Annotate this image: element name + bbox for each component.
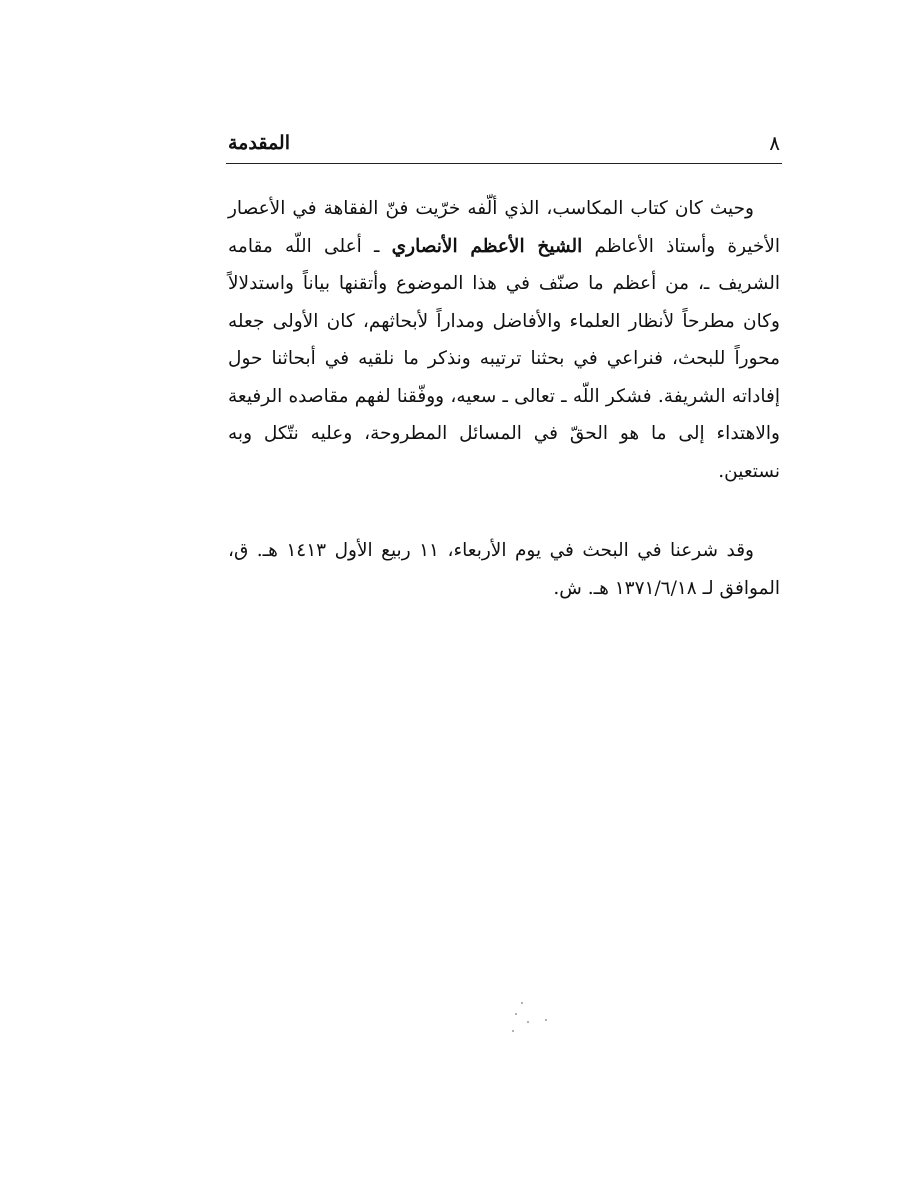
header-rule <box>226 163 782 164</box>
body-text <box>228 190 780 607</box>
page-header <box>228 128 780 162</box>
scan-speck <box>515 1013 517 1015</box>
scan-speck <box>545 1019 547 1021</box>
scan-speck <box>527 1021 529 1023</box>
running-title: المقدمة <box>228 132 291 154</box>
page-number: ٨ <box>769 131 780 155</box>
scan-speck <box>512 1030 514 1032</box>
paragraph-1-text-b: ـ أعلى اللّه مقامه الشريف ـ، من أعظم ما صنّف في هذا الموضوع وأتقنها بياناً واستدلالاً وكان مطرحاً لأنظار العلماء والأفاضل ومداراً لأبحاثهم، كان الأولى جعله محوراً للبحث، فنراعي في بحثنا ترتيبه ونذكر ما نلقيه في أبحاثنا حول إفاداته الشريفة. فشكر اللّه ـ تعالى ـ سعيه، ووفّقنا لفهم مقاصده الرفيعة والاهتداء إلى ما هو الحقّ في المسائل المطروحة، وعليه نتّكل وبه نستعين. <box>228 235 780 482</box>
paragraph-1 <box>228 190 780 490</box>
paragraph-2: وقد شرعنا في البحث في يوم الأربعاء، ١١ ربيع الأول ١٤١٣ هـ. ق، الموافق لـ ١٣٧١/٦/١٨ هـ. ش. <box>228 540 780 599</box>
paragraph-1-text-a: وحيث كان كتاب المكاسب، الذي ألّفه خرّيت فنّ الفقاهة في الأعصار الأخيرة وأستاذ الأعاظم <box>228 198 781 257</box>
author-name: الشيخ الأعظم الأنصاري <box>391 235 583 257</box>
scan-speck <box>521 1002 523 1004</box>
